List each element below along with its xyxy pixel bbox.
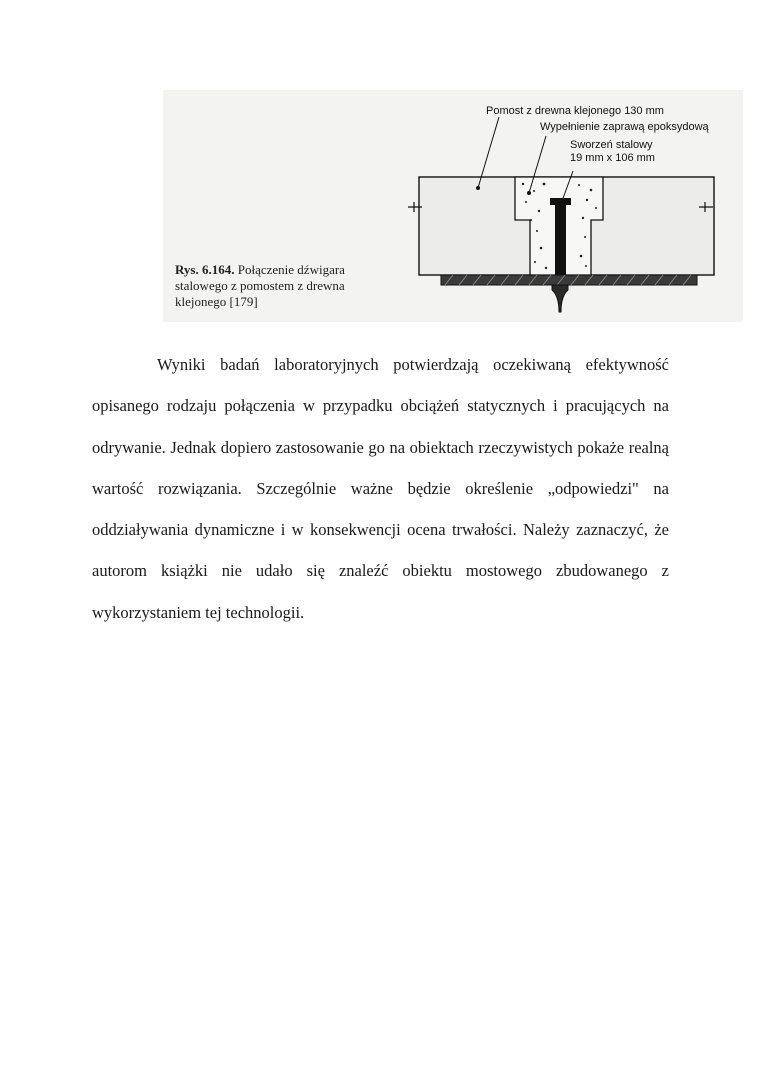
steel-web xyxy=(552,285,568,312)
figure-caption xyxy=(175,262,395,310)
paragraph: Wyniki badań laboratoryjnych potwierdzają oczekiwaną efektywność opisanego rodzaju połączenia w przypadku obciążeń statycznych i pracujących na odrywanie. Jednak dopiero zastosowanie go na obiektach rzeczywistych pokaże realną wartość rozwiązania. Szczególnie ważne będzie określenie „odpowiedzi" na oddziaływania dynamiczne i w konsekwencji ocena trwałości. Należy zaznaczyć, że autorom książki nie udało się znaleźć obiektu mostowego zbudowanego z wykorzystaniem tej technologii. xyxy=(92,355,669,622)
body-text xyxy=(92,344,669,633)
filling-label: Wypełnienie zaprawą epoksydową xyxy=(540,121,709,133)
stud-name-label: Sworzeń stalowy xyxy=(570,139,653,151)
caption-number: Rys. 6.164. xyxy=(175,262,235,277)
figure xyxy=(163,90,743,322)
caption-text: Połączenie dźwigara stalowego z pomostem z drewna klejonego [179] xyxy=(175,262,345,309)
deck-label: Pomost z drewna klejonego 130 mm xyxy=(486,105,664,117)
stud-size-label: 19 mm x 106 mm xyxy=(570,152,655,164)
